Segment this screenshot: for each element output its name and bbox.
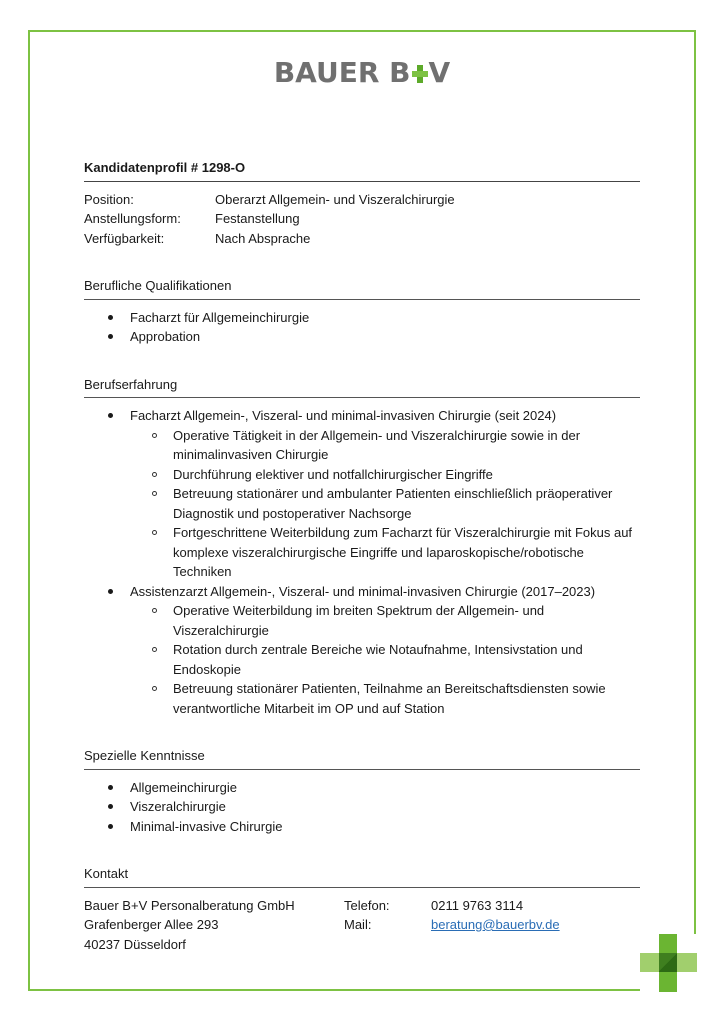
list-item-text: Approbation: [130, 329, 201, 344]
logo-text-end: V: [428, 56, 451, 89]
detail-item: [84, 679, 640, 718]
experience-title: Assistenzarzt Allgemein-, Viszeral- und minimal-invasiven Chirurgie (2017–2023): [130, 583, 596, 599]
street-address: Grafenberger Allee 293: [84, 917, 219, 932]
email-link[interactable]: beratung@bauerbv.de: [431, 917, 560, 932]
section-heading-qualifications: Berufliche Qualifikationen: [84, 276, 640, 300]
page-frame-right: [694, 30, 696, 934]
list-item: [84, 817, 640, 837]
page-frame-left: [28, 30, 30, 991]
list-item-text: Minimal-invasive Chirurgie: [130, 818, 283, 834]
experience-details: [130, 601, 640, 718]
list-item: [84, 778, 640, 798]
circle-bullet-icon: [152, 686, 157, 691]
page-frame-bottom: [28, 989, 640, 991]
bullet-icon: [108, 804, 113, 809]
green-plus-icon: [412, 65, 428, 83]
circle-bullet-icon: [152, 433, 157, 438]
bullet-icon: [108, 315, 113, 320]
circle-bullet-icon: [152, 472, 157, 477]
page-frame-top: [28, 30, 696, 32]
profile-fields: [84, 190, 640, 249]
detail-text: Operative Tätigkeit in der Allgemein- und Viszeralchirurgie sowie in der minimalinvasiven Chirurgie: [173, 427, 581, 462]
bullet-icon: [108, 413, 113, 418]
contact-labels: [344, 896, 431, 955]
detail-text: Operative Weiterbildung im breiten Spektrum der Allgemein- und Viszeralchirurgie: [173, 603, 545, 638]
circle-bullet-icon: [152, 491, 157, 496]
experience-list: [84, 406, 640, 718]
bullet-icon: [108, 334, 113, 339]
experience-item: [84, 406, 640, 582]
detail-item: [84, 426, 640, 465]
section-heading-skills: Spezielle Kenntnisse: [84, 746, 640, 770]
detail-text: Betreuung stationärer und ambulanter Patienten einschließlich präoperativer Diagnostik und postoperativer Nachsorge: [173, 486, 613, 521]
detail-text: Betreuung stationärer Patienten, Teilnahme an Bereitschaftsdiensten sowie verantwortliche Mitarbeit im OP und auf Station: [173, 681, 606, 716]
circle-bullet-icon: [152, 647, 157, 652]
detail-text: Rotation durch zentrale Bereiche wie Notaufnahme, Intensivstation und Endoskopie: [173, 642, 583, 677]
field-label: Position:: [84, 191, 134, 207]
field-value: Nach Absprache: [215, 230, 311, 246]
list-item: [84, 327, 640, 347]
company-name: Bauer B+V Personalberatung GmbH: [84, 897, 295, 913]
detail-item: [84, 601, 640, 640]
field-value: Festanstellung: [215, 211, 300, 226]
skills-list: [84, 778, 640, 837]
cross-center: [659, 953, 677, 972]
decorative-cross-icon: [640, 934, 697, 992]
experience-details: [130, 426, 640, 582]
detail-text: Durchführung elektiver und notfallchirurgischer Eingriffe: [173, 466, 493, 482]
contact-address: [84, 896, 344, 955]
phone-label: Telefon:: [344, 897, 390, 913]
field-label: Anstellungsform:: [84, 211, 181, 226]
qualifications-list: [84, 308, 640, 347]
mail-label: Mail:: [344, 917, 372, 932]
contact-block: [84, 896, 640, 955]
section-heading-contact: Kontakt: [84, 864, 640, 888]
list-item-text: Viszeralchirurgie: [130, 799, 226, 814]
city: 40237 Düsseldorf: [84, 936, 186, 952]
bullet-icon: [108, 589, 113, 594]
phone-number: 0211 9763 3114: [431, 897, 524, 913]
detail-text: Fortgeschrittene Weiterbildung zum Facharzt für Viszeralchirurgie mit Fokus auf komplexe viszeralchirurgische Eingriffe und laparoskopische/robotische Techniken: [173, 525, 633, 579]
bullet-icon: [108, 785, 113, 790]
circle-bullet-icon: [152, 530, 157, 535]
list-item-text: Allgemeinchirurgie: [130, 779, 237, 795]
company-logo: [0, 56, 724, 90]
circle-bullet-icon: [152, 608, 157, 613]
detail-item: [84, 523, 640, 582]
detail-item: [84, 484, 640, 523]
candidate-profile: [84, 158, 640, 954]
field-value: Oberarzt Allgemein- und Viszeralchirurgie: [215, 191, 455, 207]
field-employment-type: [84, 209, 640, 229]
detail-item: [84, 465, 640, 485]
list-item: [84, 797, 640, 817]
field-label: Verfügbarkeit:: [84, 230, 165, 246]
contact-values: [431, 896, 560, 955]
profile-title: Kandidatenprofil # 1298-O: [84, 158, 640, 182]
detail-item: [84, 640, 640, 679]
list-item: [84, 308, 640, 328]
field-position: [84, 190, 640, 210]
experience-item: [84, 582, 640, 719]
bullet-icon: [108, 824, 113, 829]
field-availability: [84, 229, 640, 249]
experience-title: Facharzt Allgemein-, Viszeral- und minimal-invasiven Chirurgie (seit 2024): [130, 408, 557, 423]
list-item-text: Facharzt für Allgemeinchirurgie: [130, 309, 310, 325]
section-heading-experience: Berufserfahrung: [84, 375, 640, 399]
logo-text-main: BAUER B: [273, 56, 411, 89]
